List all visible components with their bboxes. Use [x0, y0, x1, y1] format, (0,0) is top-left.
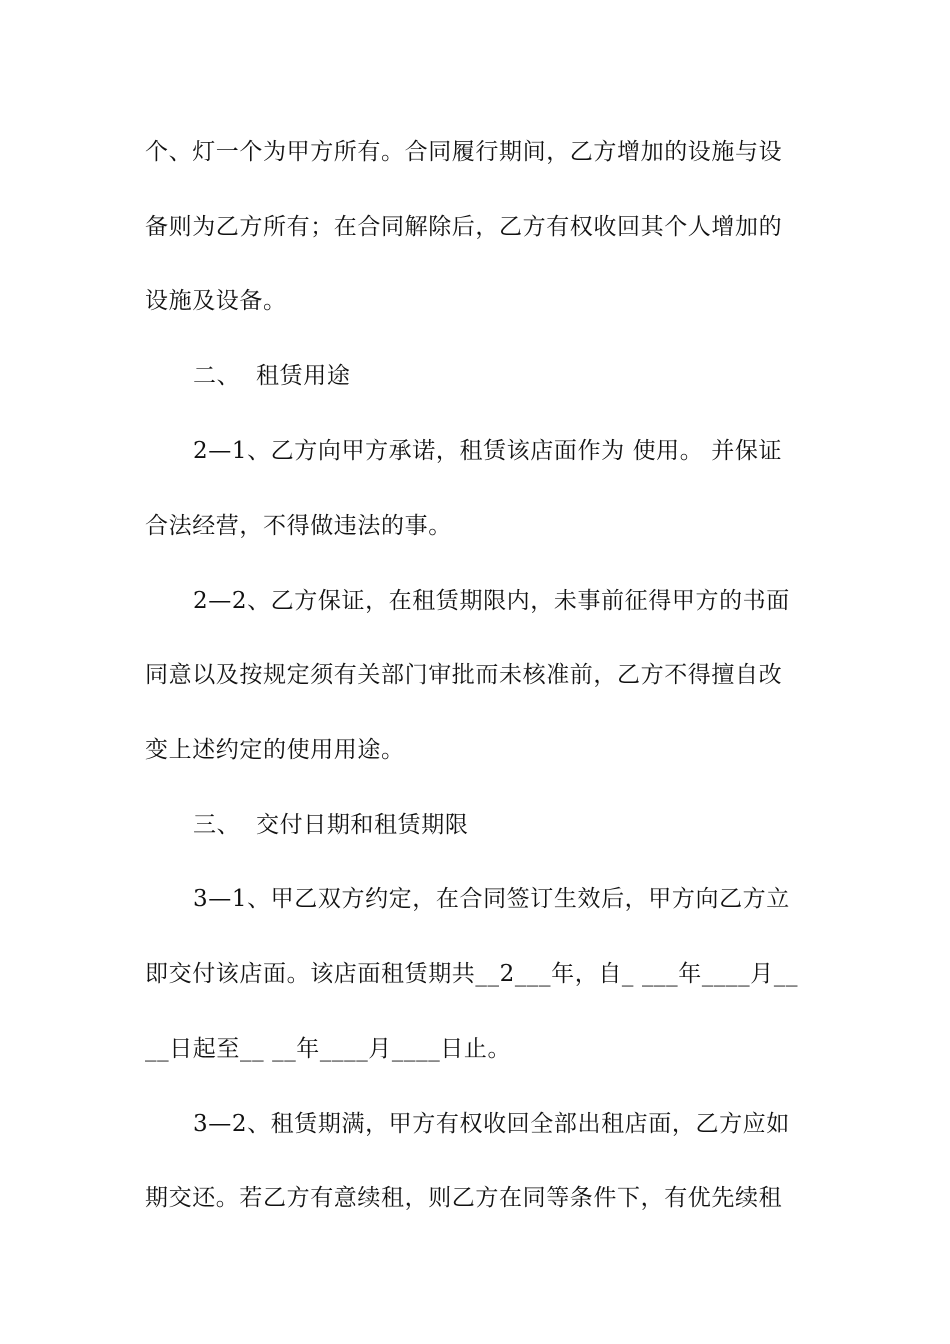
paragraph-line: 同意以及按规定须有关部门审批而未核准前，乙方不得擅自改	[145, 662, 783, 688]
paragraph-line: 备则为乙方所有；在合同解除后，乙方有权收回其个人增加的	[145, 214, 783, 240]
paragraph-line: 即交付该店面。该店面租赁期共__2___年，自_ ___年____月__	[145, 961, 799, 987]
paragraph-line: 个、灯一个为甲方所有。合同履行期间，乙方增加的设施与设	[145, 139, 783, 165]
paragraph-line: 期交还。若乙方有意续租，则乙方在同等条件下，有优先续租	[145, 1185, 783, 1211]
paragraph-line: 3—2、租赁期满，甲方有权收回全部出租店面，乙方应如	[193, 1111, 790, 1137]
paragraph-line: 2—1、乙方向甲方承诺，租赁该店面作为 使用。 并保证	[193, 438, 783, 464]
paragraph-line: 2—2、乙方保证，在租赁期限内，未事前征得甲方的书面	[193, 588, 790, 614]
section-heading: 三、 交付日期和租赁期限	[193, 812, 469, 838]
section-heading: 二、 租赁用途	[193, 363, 351, 389]
paragraph-line: 3—1、甲乙双方约定，在合同签订生效后，甲方向乙方立	[193, 886, 790, 912]
paragraph-line: 变上述约定的使用用途。	[145, 737, 405, 763]
paragraph-line: 合法经营，不得做违法的事。	[145, 513, 452, 539]
paragraph-line: __日起至__ __年____月____日止。	[145, 1036, 512, 1062]
paragraph-line: 设施及设备。	[145, 288, 287, 314]
